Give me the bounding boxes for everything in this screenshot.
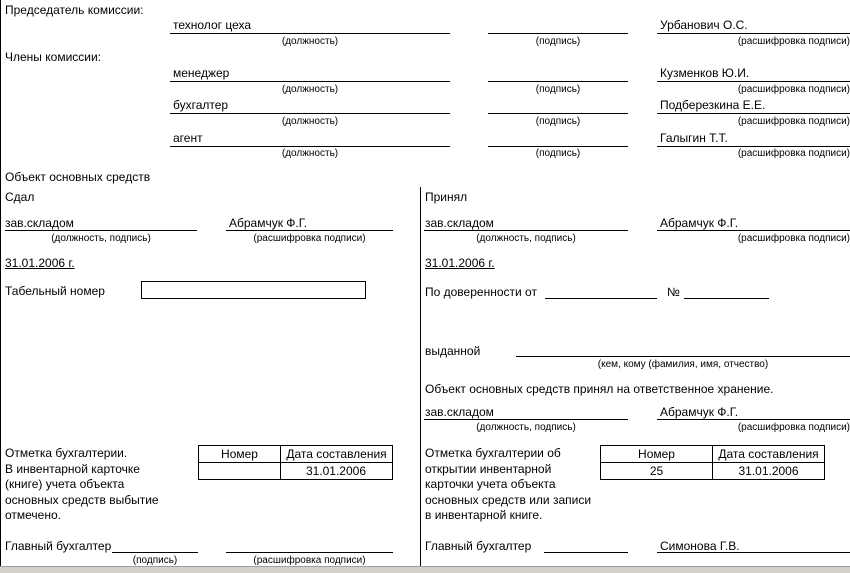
handed-note-line: отмечено. [5, 508, 61, 522]
member-3-signature-line [488, 146, 628, 147]
handed-chief-name-line [226, 552, 393, 553]
member-3-position-caption: (должность) [281, 148, 339, 159]
chair-signature-caption: (подпись) [535, 36, 581, 47]
chair-position: технолог цеха [173, 18, 252, 32]
received-label: Принял [425, 190, 468, 204]
table-header-date: Дата составления [713, 446, 825, 463]
received-position: зав.складом [425, 216, 494, 230]
object-label: Объект основных средств [5, 170, 151, 184]
member-1-signature-caption: (подпись) [535, 84, 581, 95]
member-3-name: Галыгин Т.Т. [660, 131, 728, 145]
table-cell-date: 31.01.2006 [281, 463, 393, 480]
tab-number-field[interactable] [141, 281, 366, 299]
member-3-decode-caption: (расшифровка подписи) [737, 148, 850, 159]
handed-position-line [5, 230, 197, 231]
received-chief-label: Главный бухгалтер [425, 539, 532, 553]
member-2-name: Подберезкина Е.Е. [660, 98, 766, 112]
handed-date: 31.01.2006 г. [5, 256, 75, 270]
handed-accounting-note [5, 446, 159, 524]
received-note-line: открытии инвентарной [425, 461, 552, 476]
issued-label: выданной [425, 344, 481, 358]
member-2-name-line [657, 113, 850, 114]
table-header-date: Дата составления [281, 446, 393, 463]
issued-caption: (кем, кому (фамилия, имя, отчество) [597, 359, 769, 370]
member-3-name-line [657, 146, 850, 147]
storage-note: Объект основных средств принял на ответственное хранение. [425, 382, 774, 396]
chair-decode-caption: (расшифровка подписи) [737, 36, 850, 47]
storage-position: зав.складом [425, 405, 494, 419]
storage-position-line [424, 419, 628, 420]
member-2-signature-caption: (подпись) [535, 116, 581, 127]
handed-chief-label: Главный бухгалтер [5, 539, 112, 553]
received-chief-name-line [657, 552, 850, 553]
chair-position-caption: (должность) [281, 36, 339, 47]
table-header-number: Номер [199, 446, 281, 463]
handed-note-line: основных средств выбытие [5, 492, 159, 507]
handed-chief-signature-caption: (подпись) [132, 555, 178, 566]
proxy-date-line [545, 298, 657, 299]
received-decode-caption: (расшифровка подписи) [737, 233, 850, 244]
left-border [0, 0, 1, 572]
received-note-line: основных средств или записи [425, 492, 592, 507]
tab-number-label: Табельный номер [5, 284, 105, 298]
table-cell-number: 25 [601, 463, 713, 480]
handed-chief-decode-caption: (расшифровка подписи) [253, 555, 366, 566]
member-3-position-line [170, 146, 450, 147]
received-accounting-table [600, 445, 825, 480]
storage-name: Абрамчук Ф.Г. [660, 405, 739, 419]
received-chief-name: Симонова Г.В. [660, 539, 740, 553]
member-2-signature-line [488, 113, 628, 114]
member-1-position-line [170, 81, 450, 82]
handed-decode-caption: (расшифровка подписи) [253, 233, 366, 244]
handed-accounting-table [198, 445, 393, 480]
table-header-number: Номер [601, 446, 713, 463]
member-1-decode-caption: (расшифровка подписи) [737, 84, 850, 95]
member-2-position-line [170, 113, 450, 114]
member-2-decode-caption: (расшифровка подписи) [737, 116, 850, 127]
received-note-line: карточки учета объекта [425, 477, 556, 491]
proxy-number-line [684, 298, 769, 299]
chair-name: Урбанович О.С. [660, 18, 748, 32]
member-3-position: агент [173, 131, 203, 145]
received-pos-sign-caption: (должность, подпись) [476, 233, 576, 244]
member-1-name: Кузменков Ю.И. [660, 66, 750, 80]
member-1-signature-line [488, 81, 628, 82]
chair-signature-line [488, 33, 628, 34]
table-cell-number [199, 463, 281, 480]
received-chief-signature-line [544, 552, 628, 553]
received-date: 31.01.2006 г. [425, 256, 495, 270]
chair-name-line [657, 33, 850, 34]
member-2-position: бухгалтер [173, 98, 229, 112]
storage-name-line [657, 419, 850, 420]
chair-label: Председатель комиссии: [5, 3, 144, 17]
received-name: Абрамчук Ф.Г. [660, 216, 739, 230]
handed-position: зав.складом [5, 216, 74, 230]
member-1-name-line [657, 81, 850, 82]
received-position-line [424, 230, 628, 231]
handed-note-line: В инвентарной карточке [5, 461, 140, 476]
received-note-line: Отметка бухгалтерии об [425, 446, 561, 460]
table-cell-date: 31.01.2006 [713, 463, 825, 480]
received-note-line: в инвентарной книге. [425, 508, 543, 522]
chair-position-line [170, 33, 450, 34]
issued-line [516, 356, 850, 357]
handed-pos-sign-caption: (должность, подпись) [51, 233, 151, 244]
members-label: Члены комиссии: [5, 50, 102, 64]
handed-chief-signature-line [112, 552, 198, 553]
member-1-position: менеджер [173, 66, 230, 80]
handed-label: Сдал [5, 190, 35, 204]
received-accounting-note [425, 446, 591, 524]
handed-note-line: Отметка бухгалтерии. [5, 446, 128, 460]
member-2-position-caption: (должность) [281, 116, 339, 127]
received-name-line [657, 230, 850, 231]
handed-name-line [226, 230, 393, 231]
member-1-position-caption: (должность) [281, 84, 339, 95]
proxy-label: По доверенности от [425, 285, 537, 299]
member-3-signature-caption: (подпись) [535, 148, 581, 159]
proxy-number-sign: № [667, 285, 680, 299]
handed-note-line: (книге) учета объекта [5, 477, 125, 491]
column-divider [420, 187, 421, 566]
storage-pos-sign-caption: (должность, подпись) [476, 422, 576, 433]
storage-decode-caption: (расшифровка подписи) [737, 422, 850, 433]
handed-name: Абрамчук Ф.Г. [229, 216, 308, 230]
